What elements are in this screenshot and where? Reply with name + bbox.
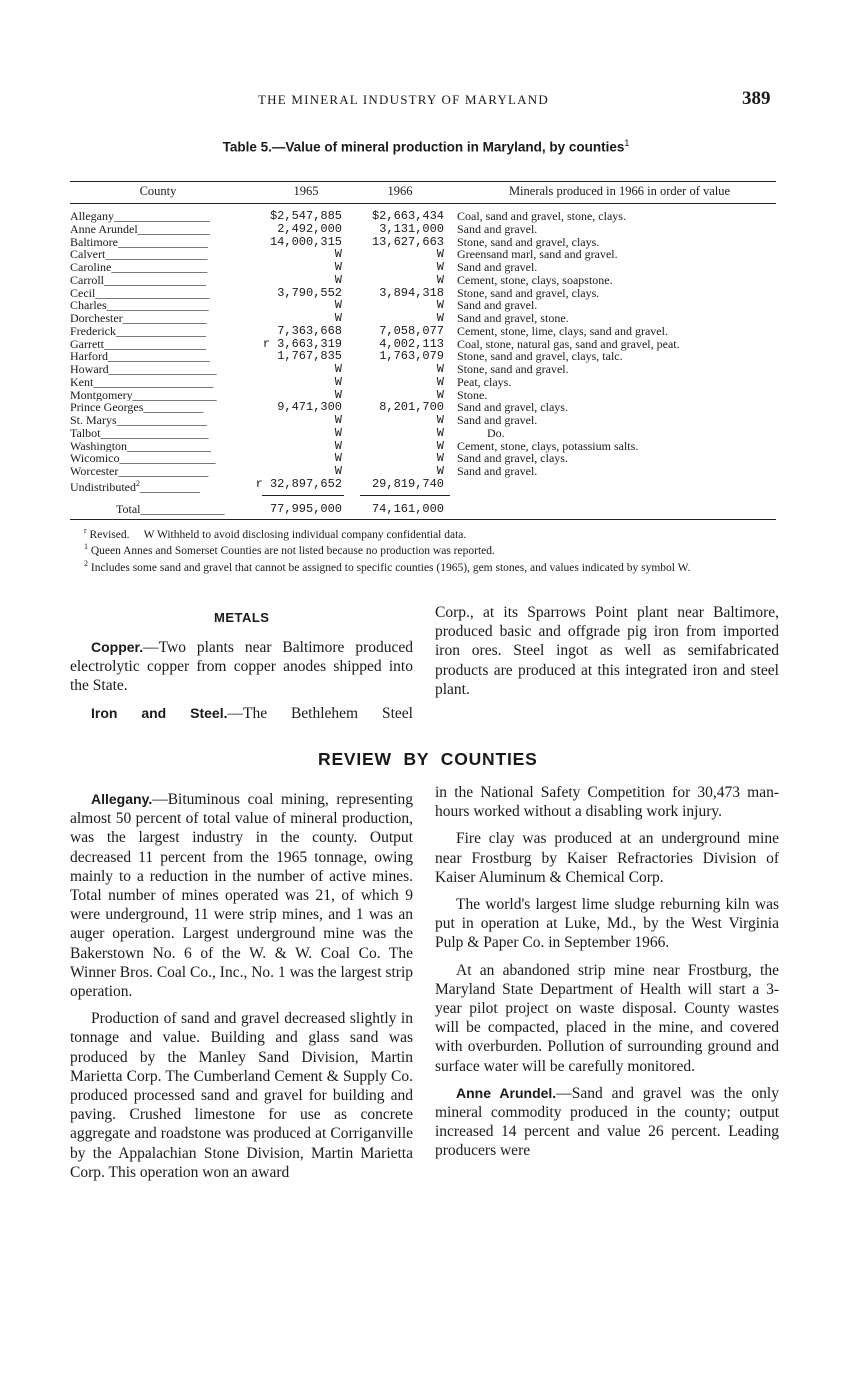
table-cell-1966: 4,002,113 (379, 336, 444, 351)
county-name: Montgomery______________ (70, 388, 217, 402)
table-cell-1965: W (334, 362, 342, 376)
county-name: Garrett_________________ (70, 337, 206, 351)
sum-rule-1965 (262, 495, 344, 496)
table-cell-county (70, 452, 246, 465)
table-cell-1966: W (436, 311, 444, 325)
county-name: Allegany________________ (70, 210, 210, 223)
table-cell-1966: 3,131,000 (379, 221, 444, 236)
county-name: Dorchester______________ (70, 312, 207, 325)
table-cell-1966: 8,201,700 (379, 400, 444, 415)
column-header-county: County (139, 184, 177, 198)
table-cell-1965: $2,547,885 (269, 209, 342, 223)
review-left-column (70, 790, 413, 1182)
table-cell-county (70, 440, 246, 453)
table-cell-minerals: Cement, stone, lime, clays, sand and gravel. (457, 323, 668, 338)
iron-steel-continued: Corp., at its Sparrows Point plant near Baltimore, produced basic and offgrade pig iron from imported iron ores. Steel ingot as well as semifabricated products are produced at this integrated iron and steel plant. (435, 604, 779, 698)
iron-steel-text-left: —The Bethlehem Steel (227, 704, 413, 722)
table-cell-1965: W (334, 464, 342, 478)
metals-right-column (435, 603, 779, 699)
table-cell-1966: 7,058,077 (379, 323, 444, 338)
table-header-rule (70, 203, 776, 204)
table-cell-1965: W (334, 438, 342, 453)
table-cell-county (70, 248, 246, 261)
table-cell-county (70, 299, 246, 312)
sand-gravel-paragraph: Production of sand and gravel decreased slightly in tonnage and value. Building and glass sand was produced by the Manley Sand Division, Martin Marietta Corp. The Cumberland Cement & Supply Co. produced processed sand and gravel for building and paving. Crushed limestone for use as concrete aggregate and roadstone was produced at Corriganville by the Appalachian Stone Division, Martin Marietta Corp. This operation won an award (70, 1010, 413, 1181)
table-cell-minerals: Sand and gravel, stone. (457, 311, 569, 325)
table-cell-1966: W (436, 387, 444, 402)
table-cell-1966: W (436, 374, 444, 389)
table-cell-county (70, 261, 246, 274)
allegany-text: —Bituminous coal mining, representing almost 50 percent of total value of mineral production, was the largest industry in the county. Output decreased 11 percent from the 1965 tonnage, owing mainly to a reduction in the number of active mines. Total number of mines operated was 21, of which 9 were underground, 11 were strip mines, and 1 was an auger operation. Largest underground mine was the Bakerstown No. 6 of the W. & W. Coal Co. The Winner Bros. Coal Co., Inc., No. 1 was the largest strip operation. (70, 791, 413, 1001)
table-cell-1966: 1,763,079 (379, 349, 444, 364)
table-cell-1965: W (334, 272, 342, 287)
iron-steel-paragraph (70, 704, 413, 723)
total-label: Total______________ (116, 502, 225, 516)
table-title (70, 138, 782, 155)
county-name: Baltimore_______________ (70, 235, 208, 249)
table-cell-county (70, 401, 246, 414)
table-cell-minerals: Stone, sand and gravel, clays. (457, 285, 600, 300)
table-cell-1966: W (436, 362, 444, 376)
allegany-paragraph (70, 790, 413, 1001)
iron-steel-lead: Iron and Steel. (91, 704, 228, 721)
county-name: Kent____________________ (70, 375, 214, 389)
lime-kiln-paragraph: The world's largest lime sludge reburning kiln was put in operation at Luke, Md., by the West Virginia Pulp & Paper Co. in September 1966. (435, 896, 779, 952)
table-cell-1966: $2,663,434 (371, 209, 444, 223)
footnote-text: Includes some sand and gravel that cannot be assigned to specific counties (1965), gem stones, and values indicated by symbol W. (90, 561, 691, 574)
table-cell-1965: 7,363,668 (277, 323, 342, 338)
table-cell-1965: W (334, 387, 342, 402)
county-name: Worcester_______________ (70, 465, 209, 478)
table-cell-1966: W (436, 272, 444, 287)
table-title-footnote-mark: 1 (624, 138, 630, 148)
table-cell-county (70, 376, 246, 389)
county-column (70, 210, 246, 494)
table-cell-county (70, 363, 246, 376)
county-name: St. Marys_______________ (70, 414, 207, 427)
table-cell-minerals: Coal, stone, natural gas, sand and gravel, peat. (457, 336, 680, 351)
table-cell-minerals: Sand and gravel. (457, 413, 538, 427)
table-cell-minerals: Sand and gravel. (457, 464, 538, 478)
table-cell-minerals: Sand and gravel. (457, 260, 538, 274)
table-cell-1965: W (334, 260, 342, 274)
table-cell-1965: W (334, 311, 342, 325)
table-bottom-rule (70, 519, 776, 520)
footnote (70, 525, 782, 541)
table-cell-minerals: Stone, sand and gravel, clays, talc. (457, 349, 623, 364)
county-name: Prince Georges__________ (70, 401, 204, 414)
county-name: Harford_________________ (70, 350, 210, 363)
table-cell-1965: W (334, 247, 342, 262)
table-title-text: Table 5.—Value of mineral production in Maryland, by counties (222, 139, 625, 155)
column-header-1965: 1965 (293, 184, 319, 198)
table-cell-minerals: Do. (487, 425, 505, 440)
county-name: Anne Arundel____________ (70, 222, 210, 236)
footnote (70, 541, 782, 557)
footnote-mark: r (84, 526, 87, 535)
table-cell-1966: 13,627,663 (371, 234, 444, 249)
total-1965: 77,995,000 (269, 502, 342, 516)
table-cell-minerals: Sand and gravel. (457, 221, 538, 236)
table-cell-county (70, 274, 246, 287)
table-cell-minerals: Greensand marl, sand and gravel. (457, 247, 618, 262)
total-1966: 74,161,000 (371, 502, 444, 516)
table-cell-county (70, 478, 246, 494)
metals-heading: METALS (214, 610, 270, 625)
table-cell-county (70, 312, 246, 325)
table-cell-county (70, 325, 246, 338)
table-cell-1965: 1,767,835 (277, 349, 342, 364)
table-cell-minerals: Sand and gravel, clays. (457, 400, 568, 415)
table-cell-1965: 3,790,552 (277, 285, 342, 300)
county-name: Calvert_________________ (70, 248, 208, 261)
table-cell-1965: r 3,663,319 (262, 336, 342, 351)
footnote-text: Queen Annes and Somerset Counties are not listed because no production was reported. (90, 545, 495, 558)
county-name: Undistributed (70, 479, 136, 494)
table-top-rule (70, 181, 776, 182)
table-cell-1966: W (436, 247, 444, 262)
table-cell-minerals: Stone, sand and gravel, clays. (457, 234, 600, 249)
table-cell-minerals: Coal, sand and gravel, stone, clays. (457, 209, 626, 223)
table-cell-1966: W (436, 298, 444, 313)
safety-award-paragraph: in the National Safety Competition for 30,473 man-hours worked without a disabling work injury. (435, 784, 779, 821)
table-cell-1965: r 32,897,652 (255, 476, 342, 491)
sum-rule-1966 (360, 495, 450, 496)
county-name: Frederick_______________ (70, 324, 206, 338)
value-1966-column (350, 210, 444, 491)
footnote-mark: 1 (84, 542, 88, 552)
table-cell-1966: W (436, 260, 444, 274)
table-cell-1966: 29,819,740 (371, 476, 444, 491)
anne-arundel-text: —Sand and gravel was the only mineral commodity produced in the county; output increased 14 percent and value 26 percent. Leading producers were (435, 1084, 779, 1160)
table-cell-county (70, 236, 246, 249)
table-cell-county (70, 350, 246, 363)
table-cell-1965: W (334, 425, 342, 440)
table-cell-1966: W (436, 438, 444, 453)
table-cell-minerals (457, 478, 782, 491)
value-1965-column (250, 210, 342, 491)
table-cell-1965: W (334, 413, 342, 427)
anne-arundel-lead: Anne Arundel. (456, 1084, 557, 1101)
table-cell-1966: W (436, 464, 444, 478)
copper-text: —Two plants near Baltimore produced electrolytic copper from copper anodes shipped into the State. (70, 639, 413, 695)
table-cell-1965: 9,471,300 (277, 400, 342, 415)
table-cell-1965: 14,000,315 (269, 234, 342, 249)
column-header-minerals: Minerals produced in 1966 in order of value (508, 184, 731, 198)
table-cell-county (70, 389, 246, 402)
table-cell-1966: W (436, 413, 444, 427)
county-name: Carroll_________________ (70, 273, 206, 287)
table-cell-1966: W (436, 451, 444, 466)
fire-clay-paragraph: Fire clay was produced at an underground mine near Frostburg by Kaiser Refractories Division of Kaiser Aluminum & Chemical Corp. (435, 830, 779, 886)
county-name: Howard__________________ (70, 363, 217, 376)
table-cell-county (70, 427, 246, 440)
table-cell-1966: 3,894,318 (379, 285, 444, 300)
copper-paragraph (70, 638, 413, 696)
table-footnotes (70, 525, 782, 574)
county-leader: __________ (140, 479, 200, 494)
table-cell-1965: 2,492,000 (277, 221, 342, 236)
county-name: Charles_________________ (70, 299, 209, 312)
county-name: Wicomico________________ (70, 452, 216, 465)
table-cell-county (70, 223, 246, 236)
county-footnote-mark: 2 (136, 478, 140, 488)
page-number: 389 (742, 88, 771, 109)
waste-disposal-paragraph: At an abandoned strip mine near Frostburg, the Maryland State Department of Health will start a 3-year pilot project on waste disposal. County wastes will be compacted, placed in the mine, and covered with overburden. Pollution of surrounding ground and surface water will be carefully monitored. (435, 961, 779, 1075)
table-cell-county (70, 338, 246, 351)
running-head: THE MINERAL INDUSTRY OF MARYLAND (258, 92, 549, 107)
footnote-text: Revised. W Withheld to avoid disclosing individual company confidential data. (89, 528, 467, 541)
county-name: Cecil___________________ (70, 286, 210, 300)
table-cell-county (70, 210, 246, 223)
table-cell-1965: W (334, 298, 342, 313)
table-cell-minerals: Sand and gravel. (457, 298, 538, 313)
allegany-lead: Allegany. (91, 791, 153, 807)
table-cell-1965: W (334, 451, 342, 466)
footnote (70, 558, 782, 574)
minerals-column (457, 210, 782, 491)
table-cell-minerals: Stone. (457, 387, 488, 402)
table-cell-county (70, 414, 246, 427)
review-by-counties-heading: REVIEW BY COUNTIES (318, 749, 538, 769)
county-name: Talbot__________________ (70, 426, 209, 440)
review-right-column (435, 783, 779, 1161)
table-cell-1965: W (334, 374, 342, 389)
table-cell-county (70, 465, 246, 478)
table-cell-minerals: Peat, clays. (457, 374, 512, 389)
metals-left-column (70, 638, 413, 723)
table-cell-1966: W (436, 425, 444, 440)
county-name: Washington______________ (70, 439, 212, 453)
footnote-mark: 2 (84, 558, 88, 568)
table-cell-minerals: Cement, stone, clays, potassium salts. (457, 438, 639, 453)
table-cell-minerals: Sand and gravel, clays. (457, 451, 568, 466)
table-cell-minerals: Cement, stone, clays, soapstone. (457, 272, 613, 287)
column-header-1966: 1966 (387, 184, 413, 198)
county-name: Caroline________________ (70, 261, 208, 274)
copper-lead: Copper. (91, 639, 144, 655)
anne-arundel-paragraph (435, 1084, 779, 1161)
table-cell-minerals: Stone, sand and gravel. (457, 362, 569, 376)
table-cell-county (70, 287, 246, 300)
